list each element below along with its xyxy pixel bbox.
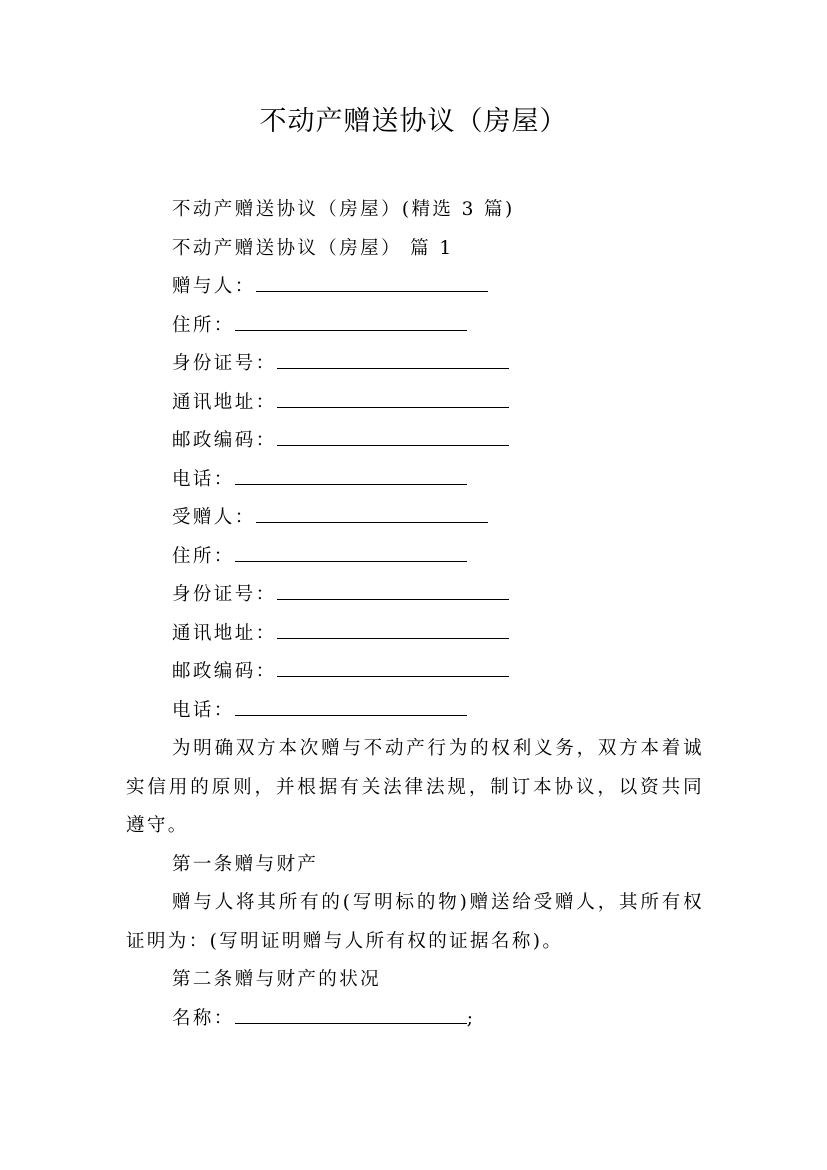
donor-address-blank [235,318,467,331]
donor-phone-label: 电话： [172,468,235,490]
article-1-heading: 第一条赠与财产 [172,853,319,875]
donor-id-label: 身份证号： [172,353,277,374]
donee-postcode-field [126,653,704,692]
donee-id-label: 身份证号： [172,584,277,605]
article-1-text: 赠与人将其所有的(写明标的物)赠送给受赠人，其所有权证明为：(写明证明赠与人所有权的证据名称)。 [126,892,704,952]
donee-contact-address-field [126,615,704,654]
donee-contact-address-blank [277,626,509,639]
donor-name-label: 赠与人： [172,276,256,297]
donee-postcode-label: 邮政编码： [172,661,277,682]
donor-contact-address-field [126,384,704,423]
donee-phone-field [126,692,704,731]
donor-postcode-blank [277,433,509,446]
donor-id-blank [277,356,509,369]
donee-id-field [126,576,704,615]
document-subtitle: 不动产赠送协议（房屋）(精选 3 篇) [172,199,515,220]
donee-contact-address-label: 通讯地址： [172,622,277,644]
donor-postcode-label: 邮政编码： [172,430,277,451]
donee-address-label: 住所： [172,545,235,567]
item-name-blank [235,1011,467,1024]
section-heading: 不动产赠送协议（房屋） 篇 1 [172,237,454,259]
donee-name-field [126,499,704,538]
donee-address-blank [235,549,467,562]
donor-phone-blank [235,472,467,485]
article-2-heading: 第二条赠与财产的状况 [172,969,382,990]
donee-phone-blank [235,703,467,716]
donor-name-field [126,268,704,307]
donee-phone-label: 电话： [172,699,235,721]
item-name-field [126,1000,704,1039]
document-title: 不动产赠送协议（房屋） [259,106,568,137]
donee-id-blank [277,587,509,600]
donee-name-blank [256,510,488,523]
donee-address-field [126,538,704,577]
donee-postcode-blank [277,664,509,677]
donor-postcode-field [126,422,704,461]
donor-contact-address-blank [277,395,509,408]
donor-name-blank [256,279,488,292]
donor-address-label: 住所： [172,314,235,336]
donor-phone-field [126,461,704,500]
item-name-label: 名称： [172,1007,235,1029]
document-body [126,191,704,1038]
donor-address-field [126,307,704,346]
intro-paragraph: 为明确双方本次赠与不动产行为的权利义务，双方本着诚实信用的原则，并根据有关法律法规，制订本协议，以资共同遵守。 [126,738,704,836]
donor-id-field [126,345,704,384]
item-name-suffix: ; [466,1007,476,1029]
donor-contact-address-label: 通讯地址： [172,391,277,413]
donee-name-label: 受赠人： [172,507,256,528]
